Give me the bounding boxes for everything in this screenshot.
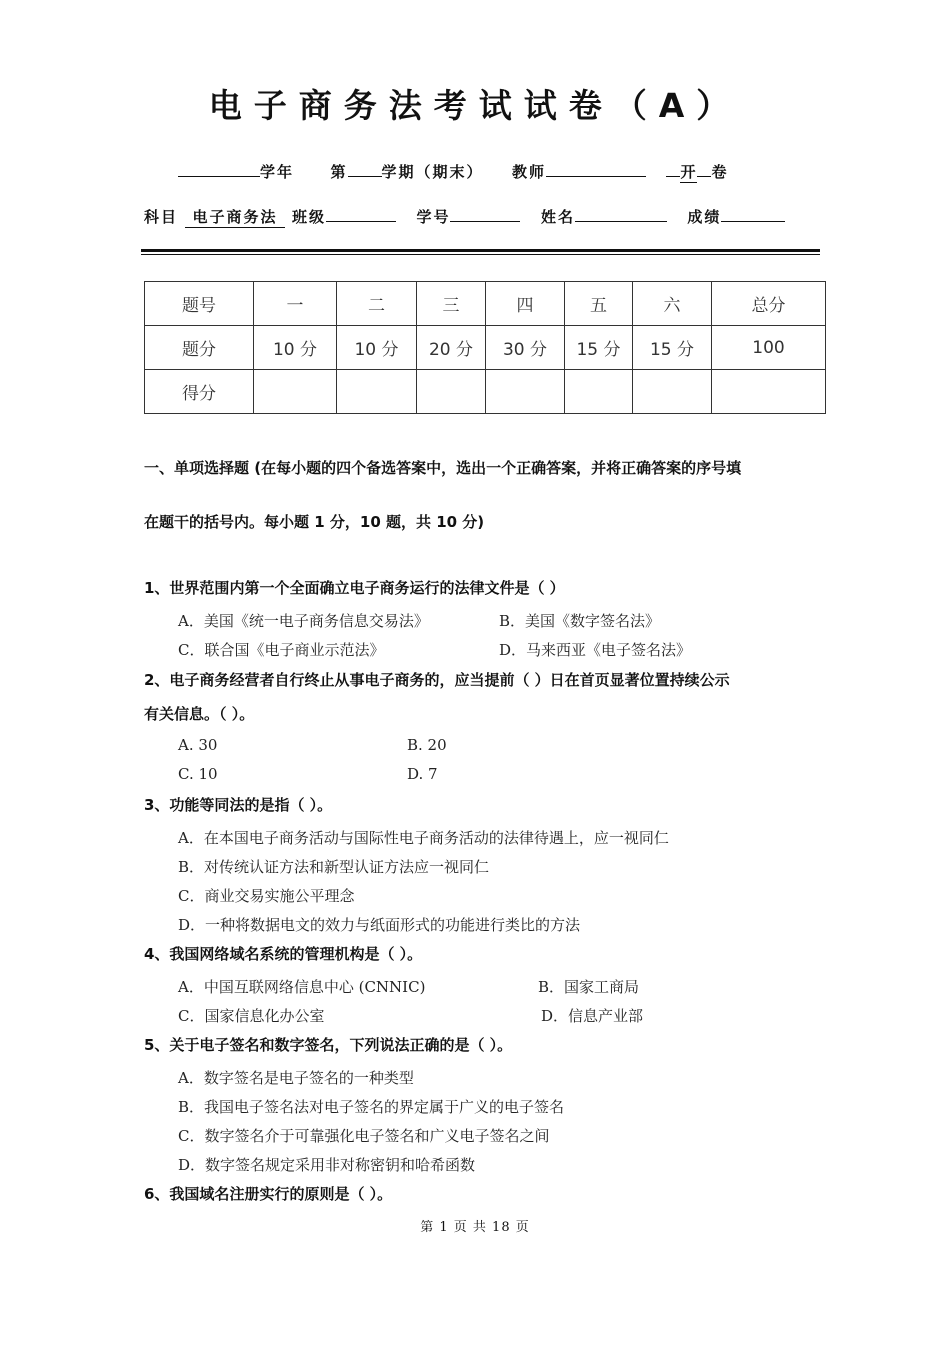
table-cell: 100 <box>712 326 826 370</box>
table-cell: 四 <box>486 282 565 326</box>
table-cell: 15 分 <box>633 326 712 370</box>
table-cell[interactable] <box>565 370 633 414</box>
option: D．信息产业部 <box>541 1007 644 1025</box>
di-label: 第 <box>330 163 348 181</box>
option: B．我国电子签名法对电子签名的界定属于广义的电子签名 <box>178 1098 565 1116</box>
page-title: 电子商务法考试试卷（A） <box>208 86 742 125</box>
option: D．马来西亚《电子签名法》 <box>499 641 692 659</box>
option: B. 20 <box>407 736 447 754</box>
year-blank <box>178 176 260 177</box>
option: C．数字签名介于可靠强化电子签名和广义电子签名之间 <box>178 1127 550 1145</box>
question-stem: 5、关于电子签名和数字签名，下列说法正确的是（ ）。 <box>144 1036 513 1054</box>
question-stem: 1、世界范围内第一个全面确立电子商务运行的法律文件是（ ） <box>144 579 565 597</box>
table-cell: 一 <box>254 282 337 326</box>
option: B．美国《数字签名法》 <box>499 612 661 630</box>
name-label: 姓名 <box>540 208 575 226</box>
page-footer: 第 1 页 共 18 页 <box>420 1220 530 1235</box>
subject-label: 科目 <box>144 208 179 226</box>
table-row <box>145 282 826 326</box>
table-cell[interactable] <box>633 370 712 414</box>
table-cell[interactable] <box>486 370 565 414</box>
class-blank <box>326 221 396 222</box>
name-blank <box>575 221 667 222</box>
header-rule-thick <box>141 249 820 252</box>
option: C．国家信息化办公室 <box>178 1007 325 1025</box>
grade-blank <box>721 221 785 222</box>
subject-value: 电子商务法 <box>185 206 284 228</box>
table-cell: 六 <box>633 282 712 326</box>
juan-label: 卷 <box>711 163 729 181</box>
table-cell[interactable] <box>712 370 826 414</box>
table-cell[interactable] <box>417 370 486 414</box>
table-cell: 题分 <box>145 326 254 370</box>
class-label: 班级 <box>291 208 326 226</box>
table-cell[interactable] <box>337 370 417 414</box>
table-cell: 总分 <box>712 282 826 326</box>
table-cell: 15 分 <box>565 326 633 370</box>
table-cell: 20 分 <box>417 326 486 370</box>
table-cell: 得分 <box>145 370 254 414</box>
question-stem: 2、电子商务经营者自行终止从事电子商务的，应当提前（ ）日在首页显著位置持续公示 <box>144 671 730 689</box>
table-cell: 二 <box>337 282 417 326</box>
teacher-label: 教师 <box>511 163 546 181</box>
table-cell: 题号 <box>145 282 254 326</box>
score-table <box>144 281 826 414</box>
student-info-line <box>144 206 785 228</box>
term-blank <box>348 176 382 177</box>
option: A．在本国电子商务活动与国际性电子商务活动的法律待遇上，应一视同仁 <box>178 829 669 847</box>
xueqi-label: 学期（期末） <box>381 163 484 181</box>
teacher-blank <box>546 176 646 177</box>
table-cell: 10 分 <box>337 326 417 370</box>
option: A. 30 <box>178 736 218 754</box>
option: A．数字签名是电子签名的一种类型 <box>178 1069 414 1087</box>
option: B．国家工商局 <box>538 978 640 996</box>
table-cell: 三 <box>417 282 486 326</box>
table-cell[interactable] <box>254 370 337 414</box>
table-row <box>145 370 826 414</box>
table-cell: 10 分 <box>254 326 337 370</box>
student-id-blank <box>450 221 520 222</box>
option: C．商业交易实施公平理念 <box>178 887 355 905</box>
term-line <box>178 161 729 183</box>
option: C. 10 <box>178 765 218 783</box>
open-book-value: 开 <box>680 163 698 181</box>
grade-label: 成绩 <box>687 208 722 226</box>
option: B．对传统认证方法和新型认证方法应一视同仁 <box>178 858 490 876</box>
option: A．美国《统一电子商务信息交易法》 <box>178 612 429 630</box>
option: A．中国互联网络信息中心 (CNNIC) <box>178 978 426 996</box>
option: C．联合国《电子商业示范法》 <box>178 641 385 659</box>
table-cell: 五 <box>565 282 633 326</box>
question-stem-continued: 有关信息。（ ）。 <box>144 705 255 723</box>
question-stem: 3、功能等同法的是指（ ）。 <box>144 796 333 814</box>
option: D．一种将数据电文的效力与纸面形式的功能进行类比的方法 <box>178 916 581 934</box>
xuenian-label: 学年 <box>260 163 295 181</box>
table-row <box>145 326 826 370</box>
option: D. 7 <box>407 765 438 783</box>
section-heading-line2: 在题干的括号内。每小题 1 分，10 题，共 10 分) <box>144 513 485 531</box>
section-heading-line1: 一、单项选择题 (在每小题的四个备选答案中，选出一个正确答案，并将正确答案的序号填 <box>144 459 742 477</box>
table-cell: 30 分 <box>486 326 565 370</box>
question-stem: 4、我国网络域名系统的管理机构是（ ）。 <box>144 945 423 963</box>
header-rule-thin <box>141 254 820 255</box>
question-stem: 6、我国域名注册实行的原则是（ ）。 <box>144 1185 393 1203</box>
student-id-label: 学号 <box>416 208 451 226</box>
option: D．数字签名规定采用非对称密钥和哈希函数 <box>178 1156 476 1174</box>
